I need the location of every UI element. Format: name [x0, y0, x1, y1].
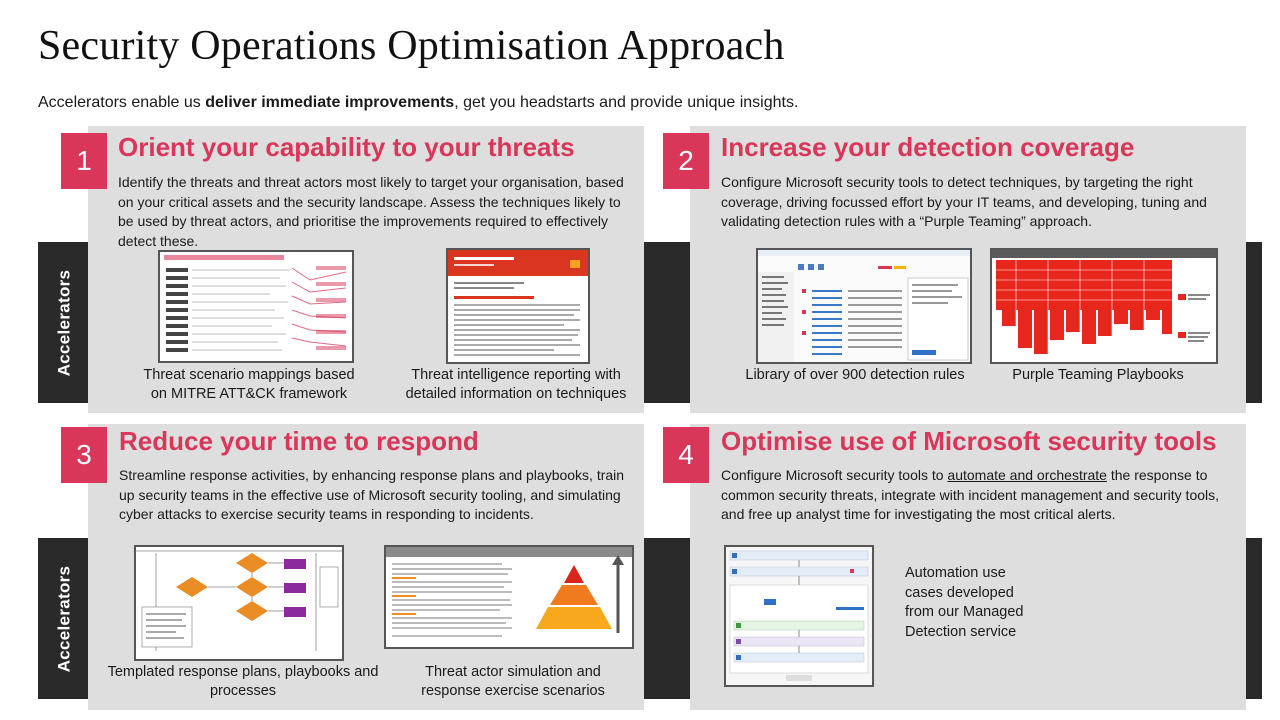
page-title: Security Operations Optimisation Approach: [38, 23, 785, 69]
panel-title: Optimise use of Microsoft security tools: [721, 426, 1217, 456]
panel-description: [721, 466, 1243, 525]
report-page-graphic: [448, 250, 588, 362]
accelerator-caption: Library of over 900 detection rules: [745, 367, 965, 383]
subtitle-emphasis: deliver immediate improvements: [205, 94, 455, 111]
divider-bar-top: [640, 242, 692, 403]
pyramid-report-graphic: [386, 547, 632, 647]
flowchart-graphic: [136, 547, 342, 659]
accelerators-label: Accelerators: [54, 269, 74, 376]
automate-orchestrate-emphasis: automate and orchestrate: [947, 467, 1107, 483]
accelerator-caption: Purple Teaming Playbooks: [1012, 367, 1184, 383]
panel-number: 3: [61, 427, 107, 483]
page-subtitle: [38, 94, 798, 112]
playbook-heatmap-graphic: [992, 250, 1216, 362]
accelerator-caption: Threat actor simulation and response exercise scenarios: [421, 664, 605, 699]
threat-scenario-mapping-thumbnail: [158, 250, 354, 363]
panel-title: Reduce your time to respond: [119, 426, 479, 456]
panel-number: 1: [61, 133, 107, 189]
automation-logic-app-thumbnail: [724, 545, 874, 687]
mapping-table-graphic: [160, 252, 352, 361]
detection-rules-library-thumbnail: [756, 248, 972, 364]
panel-number: 4: [663, 427, 709, 483]
subtitle-text-start: Accelerators enable us: [38, 94, 206, 111]
panel-number: 2: [663, 133, 709, 189]
accelerator-caption: Threat intelligence reporting with detailed information on techniques: [405, 367, 627, 402]
panel-description: Configure Microsoft security tools to detect techniques, by targeting the right coverage, driving focussed effort by your IT teams, and developing, tuning and validating detection rules with a “Purple Teaming” approach.: [721, 174, 1207, 229]
threat-intelligence-report-thumbnail: [446, 248, 590, 364]
panel-title: Orient your capability to your threats: [118, 132, 575, 162]
description-text-start: Configure Microsoft security tools to: [721, 467, 948, 483]
purple-teaming-playbook-thumbnail: [990, 248, 1218, 364]
rules-console-graphic: [758, 250, 970, 362]
panel-description: Identify the threats and threat actors most likely to target your organisation, based on your critical assets and the security landscape. Assess the techniques likely to be used by threat actors, and prioritise the improvements required to effectively detect these.: [118, 174, 624, 249]
accelerators-label: Accelerators: [54, 565, 74, 672]
response-playbook-flowchart-thumbnail: [134, 545, 344, 661]
accelerators-sidebar-bottom: [38, 538, 90, 699]
threat-actor-simulation-thumbnail: [384, 545, 634, 649]
accelerator-caption: Threat scenario mappings based on MITRE ATT&CK framework: [143, 367, 355, 402]
description-text-end: the response to common security threats, integrate with incident management and security tools, and free up analyst time for investigating the most critical alerts.: [721, 467, 1220, 522]
accelerator-caption: Automation use cases developed from our Managed Detection service: [905, 565, 1024, 640]
logic-app-graphic: [726, 547, 872, 685]
divider-bar-bottom: [640, 538, 692, 699]
subtitle-text-end: , get you headstarts and provide unique insights.: [454, 94, 799, 111]
panel-description: Streamline response activities, by enhancing response plans and playbooks, train up security teams in the effective use of Microsoft security tooling, and simulating cyber attacks to exercise security teams in responding to incidents.: [119, 467, 625, 522]
panel-title: Increase your detection coverage: [721, 132, 1135, 162]
accelerators-sidebar-top: [38, 242, 90, 403]
accelerator-caption: Templated response plans, playbooks and processes: [107, 664, 379, 699]
